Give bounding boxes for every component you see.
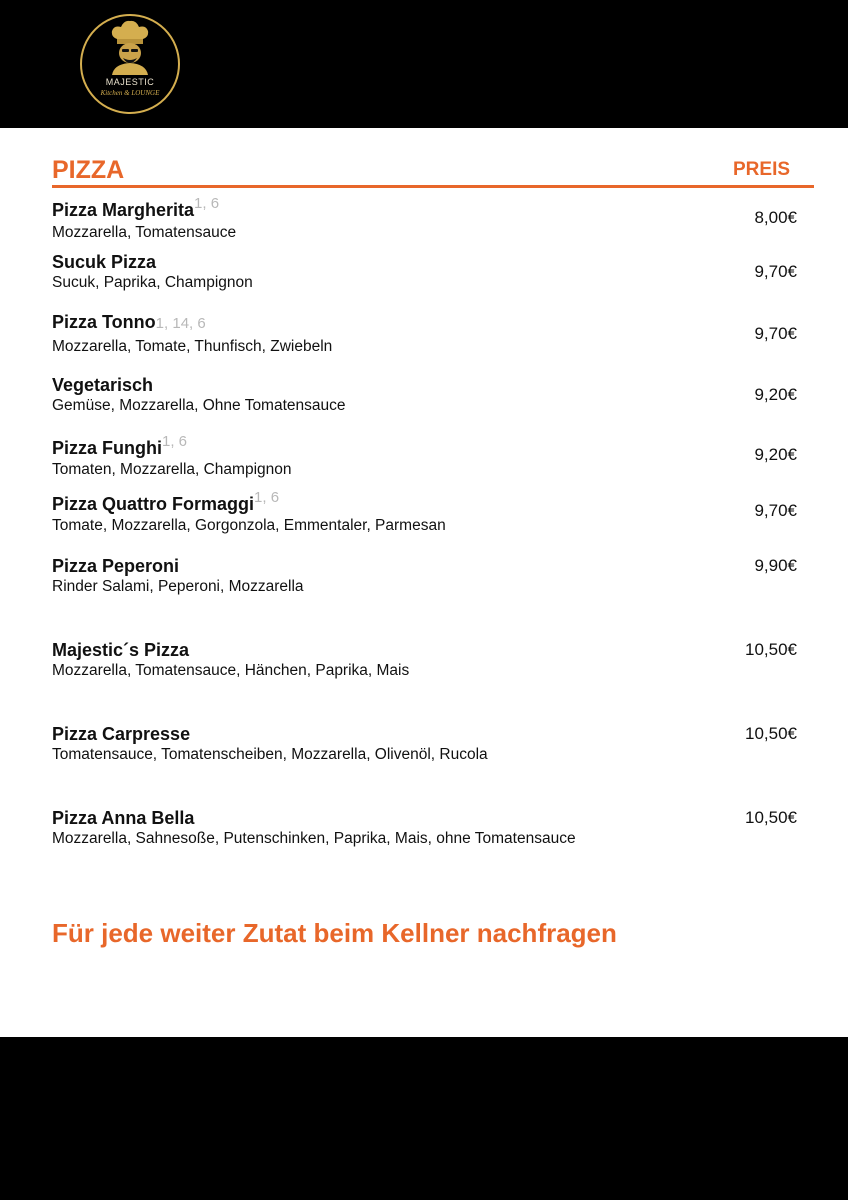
item-name: Vegetarisch: [52, 375, 154, 395]
item-description: Gemüse, Mozzarella, Ohne Tomatensauce: [52, 397, 346, 414]
item-price: 9,90€: [754, 556, 797, 575]
logo-name: MAJESTIC: [105, 77, 155, 87]
item-description: Tomate, Mozzarella, Gorgonzola, Emmentaler, Parmesan: [52, 517, 446, 534]
extra-toppings-note: Für jede weiter Zutat beim Kellner nachfragen: [52, 918, 617, 948]
item-price: 10,50€: [745, 808, 797, 827]
chef-icon: [79, 13, 181, 115]
item-description: Tomatensauce, Tomatenscheiben, Mozzarella, Olivenöl, Rucola: [52, 746, 488, 763]
item-price: 10,50€: [745, 724, 797, 743]
header-divider: [52, 185, 814, 188]
item-name: Pizza Funghi: [52, 438, 162, 458]
item-description: Tomaten, Mozzarella, Champignon: [52, 461, 292, 478]
item-description: Mozzarella, Sahnesoße, Putenschinken, Paprika, Mais, ohne Tomatensauce: [52, 830, 576, 847]
logo-subtitle: Kitchen & LOUNGE: [100, 89, 160, 97]
item-description: Mozzarella, Tomate, Thunfisch, Zwiebeln: [52, 338, 333, 355]
item-price: 8,00€: [754, 208, 797, 227]
item-description: Sucuk, Paprika, Champignon: [52, 274, 253, 291]
section-title: PIZZA: [52, 156, 125, 184]
item-name: Pizza Margherita: [52, 200, 195, 220]
price-column-header: PREIS: [733, 159, 791, 180]
item-name: Majestic´s Pizza: [52, 640, 190, 660]
item-name: Pizza Peperoni: [52, 556, 180, 576]
item-price: 9,70€: [754, 501, 797, 520]
item-description: Mozzarella, Tomatensauce, Hänchen, Paprika, Mais: [52, 662, 410, 679]
item-allergens: 1, 6: [162, 433, 188, 450]
item-name: Pizza Anna Bella: [52, 808, 195, 828]
item-price: 9,20€: [754, 385, 797, 404]
item-allergens: 1, 14, 6: [155, 315, 206, 332]
item-price: 9,70€: [754, 324, 797, 343]
item-name: Pizza Carpresse: [52, 724, 191, 744]
item-description: Rinder Salami, Peperoni, Mozzarella: [52, 578, 304, 595]
item-name: Pizza Tonno: [52, 312, 156, 332]
footer-band: [0, 1037, 848, 1200]
item-name: Sucuk Pizza: [52, 252, 157, 272]
item-price: 9,70€: [754, 262, 797, 281]
item-name: Pizza Quattro Formaggi: [52, 494, 255, 514]
item-price: 9,20€: [754, 445, 797, 464]
item-allergens: 1, 6: [254, 489, 280, 506]
item-description: Mozzarella, Tomatensauce: [52, 224, 237, 241]
item-price: 10,50€: [745, 640, 797, 659]
restaurant-logo: [79, 13, 181, 115]
item-allergens: 1, 6: [194, 195, 220, 212]
